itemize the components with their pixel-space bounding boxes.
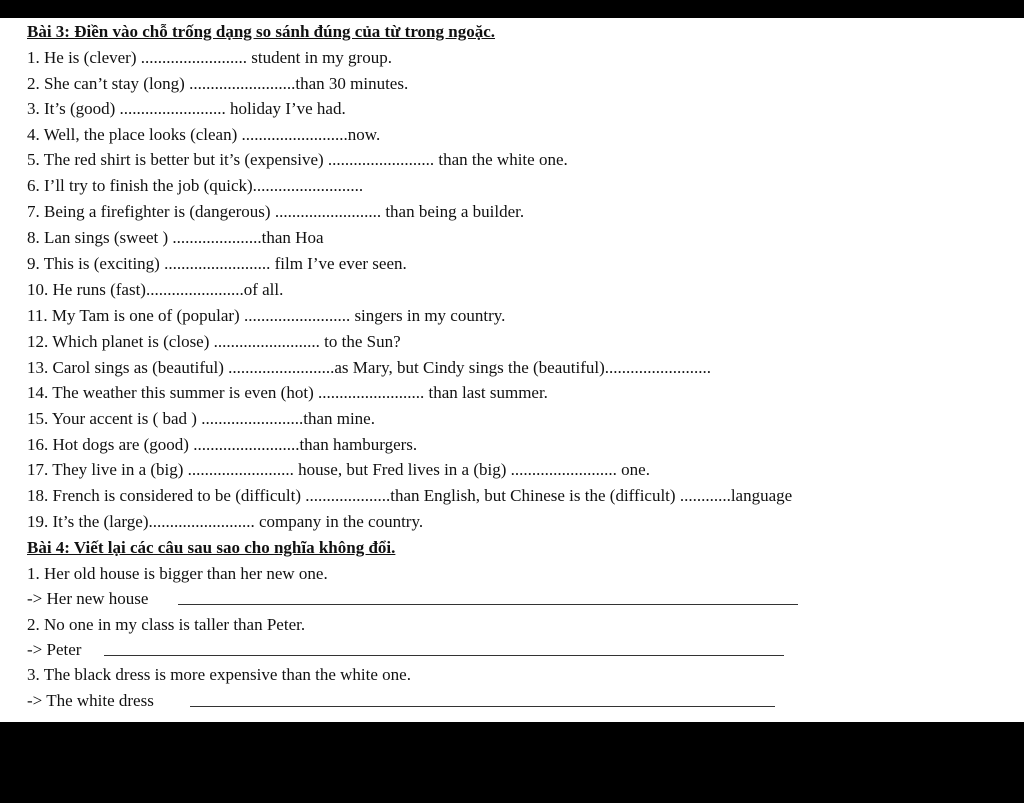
exercise3-item-6: 6. I’ll try to finish the job (quick).......................... <box>27 176 364 195</box>
exercise3-item-13: 13. Carol sings as (beautiful) .........................as Mary, but Cindy sings the (beautiful)......................... <box>27 358 712 377</box>
exercise3-item-5: 5. The red shirt is better but it’s (expensive) ......................... than the white one. <box>27 150 568 169</box>
exercise4-prompt-1: -> Her new house <box>27 589 149 608</box>
worksheet-page <box>0 18 1024 722</box>
exercise3-item-16: 16. Hot dogs are (good) .........................than hamburgers. <box>27 435 418 454</box>
exercise3-item-1: 1. He is (clever) ......................... student in my group. <box>27 48 392 67</box>
exercise3-item-19: 19. It’s the (large)......................... company in the country. <box>27 512 424 531</box>
exercise3-item-2: 2. She can’t stay (long) .........................than 30 minutes. <box>27 74 409 93</box>
exercise4-sentence-3: 3. The black dress is more expensive than the white one. <box>27 665 411 684</box>
exercise3-item-8: 8. Lan sings (sweet ) .....................than Hoa <box>27 228 324 247</box>
exercise4-prompt-3: -> The white dress <box>27 691 154 710</box>
exercise4-prompt-2: -> Peter <box>27 640 82 659</box>
exercise3-item-9: 9. This is (exciting) ......................... film I’ve ever seen. <box>27 254 407 273</box>
exercise3-item-3: 3. It’s (good) ......................... holiday I’ve had. <box>27 99 346 118</box>
exercise3-title: Bài 3: Điền vào chỗ trống dạng so sánh đúng của từ trong ngoặc. <box>27 22 496 41</box>
answer-line-2 <box>104 655 784 656</box>
exercise3-item-17: 17. They live in a (big) ......................... house, but Fred lives in a (big) ......................... one. <box>27 460 650 479</box>
exercise3-item-15: 15. Your accent is ( bad ) ........................than mine. <box>27 409 375 428</box>
answer-line-1 <box>178 604 798 605</box>
exercise3-item-14: 14. The weather this summer is even (hot) ......................... than last summer. <box>27 383 548 402</box>
exercise4-sentence-1: 1. Her old house is bigger than her new one. <box>27 564 328 583</box>
exercise3-item-4: 4. Well, the place looks (clean) .........................now. <box>27 125 381 144</box>
answer-line-3 <box>190 706 775 707</box>
exercise3-item-7: 7. Being a firefighter is (dangerous) ......................... than being a builder. <box>27 202 525 221</box>
exercise3-item-11: 11. My Tam is one of (popular) ......................... singers in my country. <box>27 306 506 325</box>
exercise3-item-18: 18. French is considered to be (difficult) ....................than English, but Chinese is the (difficult) ............language <box>27 486 793 505</box>
exercise3-item-10: 10. He runs (fast).......................of all. <box>27 280 284 299</box>
exercise3-item-12: 12. Which planet is (close) ......................... to the Sun? <box>27 332 401 351</box>
exercise4-sentence-2: 2. No one in my class is taller than Peter. <box>27 615 306 634</box>
exercise4-title: Bài 4: Viết lại các câu sau sao cho nghĩa không đổi. <box>27 538 396 557</box>
